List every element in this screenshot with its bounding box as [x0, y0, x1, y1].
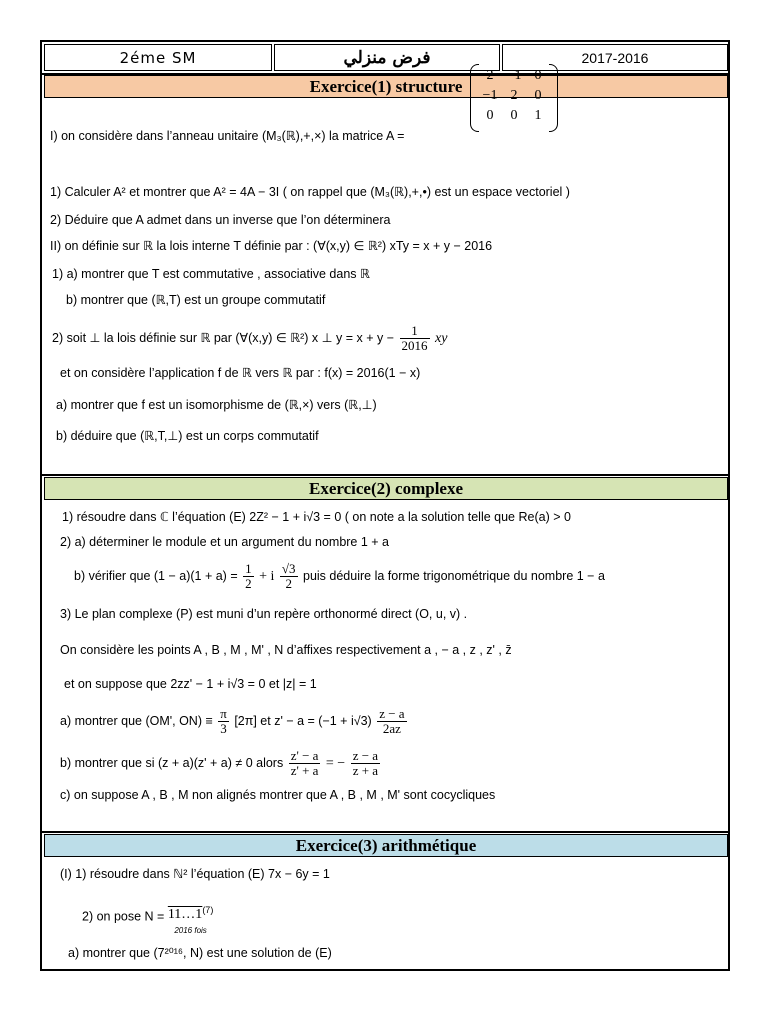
matrix-cell: 0 [486, 108, 494, 123]
header-title: فرض منزلي [274, 44, 500, 71]
ex1-part-ii-intro: II) on définie sur ℝ la lois interne T définie par : (∀(x,y) ∈ ℝ²) xTy = x + y − 2016 [50, 239, 493, 253]
matrix-cell: 1 [534, 108, 542, 123]
ex2-question-a [60, 706, 409, 736]
matrix-right-bracket [549, 64, 558, 132]
fraction [289, 749, 321, 778]
repunit-number [168, 899, 213, 935]
ex3-question-a: a) montrer que (7²⁰¹⁶, N) est une solution de (E) [68, 946, 332, 960]
header-row [42, 42, 728, 75]
repunit-base: (7) [202, 905, 214, 915]
ex3-question-1: (I) 1) résoudre dans ℕ² l’équation (E) 7x − 6y = 1 [60, 867, 330, 881]
fraction-denominator: z' + a [290, 763, 319, 779]
ex1-question-2: 2) Déduire que A admet dans un inverse que l’on déterminera [50, 213, 391, 227]
fraction-numerator: z' − a [290, 748, 319, 764]
fraction-denominator: 2 [285, 576, 292, 592]
fraction-numerator: π [220, 706, 227, 722]
repunit-count: 2016 fois [174, 926, 207, 936]
ex1-question-b: b) déduire que (ℝ,T,⊥) est un corps commutatif [56, 429, 319, 443]
fraction [280, 562, 298, 591]
ex2-q2b-text: b) vérifier que (1 − a)(1 + a) = [74, 569, 238, 583]
ex1-q2-fraction [400, 324, 430, 353]
ex2-qb-text: b) montrer que si (z + a)(z' + a) ≠ 0 alors [60, 756, 284, 770]
ex2-question-2b [74, 561, 605, 592]
ex2-qa-text: a) montrer que (OM', ON) ≡ [60, 714, 213, 728]
matrix-table [478, 66, 550, 126]
matrix-cell: 0 [534, 88, 542, 103]
fraction [218, 707, 229, 736]
ex1-ii-question-2 [52, 324, 447, 353]
repunit-digits: 11…1 [167, 907, 203, 923]
fraction-denominator: 2016 [401, 338, 428, 354]
ex1-q2-tail: xy [434, 331, 448, 346]
ex2-q2b-mid: + i [259, 569, 275, 584]
ex1-q2-text: 2) soit ⊥ la lois définie sur ℝ par (∀(x,y) ∈ ℝ²) x ⊥ y = x + y − [52, 331, 395, 345]
ex1-ii-question-1b: b) montrer que (ℝ,T) est un groupe commutatif [66, 293, 326, 307]
ex2-question-3: 3) Le plan complexe (P) est muni d’un repère orthonormé direct (O, u, v) . [60, 607, 468, 621]
ex1-question-1: 1) Calculer A² et montrer que A² = 4A − 3I ( on rappel que (M₃(ℝ),+,•) est un espace vectoriel ) [50, 185, 570, 199]
ex1-ii-question-1a: 1) a) montrer que T est commutative , associative dans ℝ [52, 267, 370, 281]
ex2-question-b [60, 748, 382, 779]
fraction-denominator: 2 [245, 576, 252, 592]
fraction-numerator: z − a [352, 748, 379, 764]
ex2-points: On considère les points A , B , M , M' , N d’affixes respectivement a , − a , z , z' , z̄ [60, 643, 512, 657]
matrix-cell: 2 [486, 68, 494, 83]
ex2-hypothesis: et on suppose que 2zz' − 1 + i√3 = 0 et |z| = 1 [64, 677, 317, 691]
ex2-qa-mid: [2π] et z' − a = (−1 + i√3) [234, 714, 372, 728]
exercise-2-title: Exercice(2) complexe [44, 477, 728, 500]
ex2-q2b-tail: puis déduire la forme trigonométrique du nombre 1 − a [303, 569, 605, 583]
fraction [243, 562, 254, 591]
fraction-numerator: √3 [281, 561, 296, 577]
ex2-question-1: 1) résoudre dans ℂ l’équation (E) 2Z² − 1 + i√3 = 0 ( on note a la solution telle que Re(a) > 0 [62, 510, 571, 524]
fraction-numerator: z − a [379, 706, 405, 722]
school-year: 2017-2016 [502, 44, 728, 71]
fraction [351, 749, 380, 778]
class-label: 2éme SM [44, 44, 272, 71]
ex2-question-c: c) on suppose A , B , M non alignés montrer que A , B , M , M' sont cocycliques [60, 788, 496, 802]
matrix-cell: 2 [510, 88, 518, 103]
fraction [377, 707, 406, 736]
matrix-cell: 0 [534, 68, 542, 83]
fraction-denominator: 3 [220, 721, 227, 737]
fraction-denominator: 2az [382, 721, 401, 737]
matrix-cell: −1 [482, 88, 498, 103]
ex2-question-2a: 2) a) déterminer le module et un argument du nombre 1 + a [60, 535, 390, 549]
divider [42, 831, 728, 833]
ex1-part-i-intro: I) on considère dans l’anneau unitaire (M₃(ℝ),+,×) la matrice A = [50, 129, 405, 143]
exercise-3-title: Exercice(3) arithmétique [44, 834, 728, 857]
fraction-numerator: 1 [245, 561, 252, 577]
matrix-a [470, 64, 558, 132]
fraction-numerator: 1 [400, 324, 430, 339]
ex3-question-2 [82, 899, 213, 935]
ex1-application: et on considère l’application f de ℝ vers ℝ par : f(x) = 2016(1 − x) [60, 366, 421, 380]
exercise-1-title: Exercice(1) structure [44, 75, 728, 98]
divider [42, 474, 728, 476]
matrix-cell: −1 [506, 68, 522, 83]
document-frame [40, 40, 730, 971]
ex3-q2-text: 2) on pose N = [82, 909, 165, 924]
ex1-question-a: a) montrer que f est un isomorphisme de (ℝ,×) vers (ℝ,⊥) [56, 398, 377, 412]
matrix-cell: 0 [510, 108, 518, 123]
ex2-qb-mid: = − [325, 756, 346, 771]
fraction-denominator: z + a [352, 763, 379, 779]
